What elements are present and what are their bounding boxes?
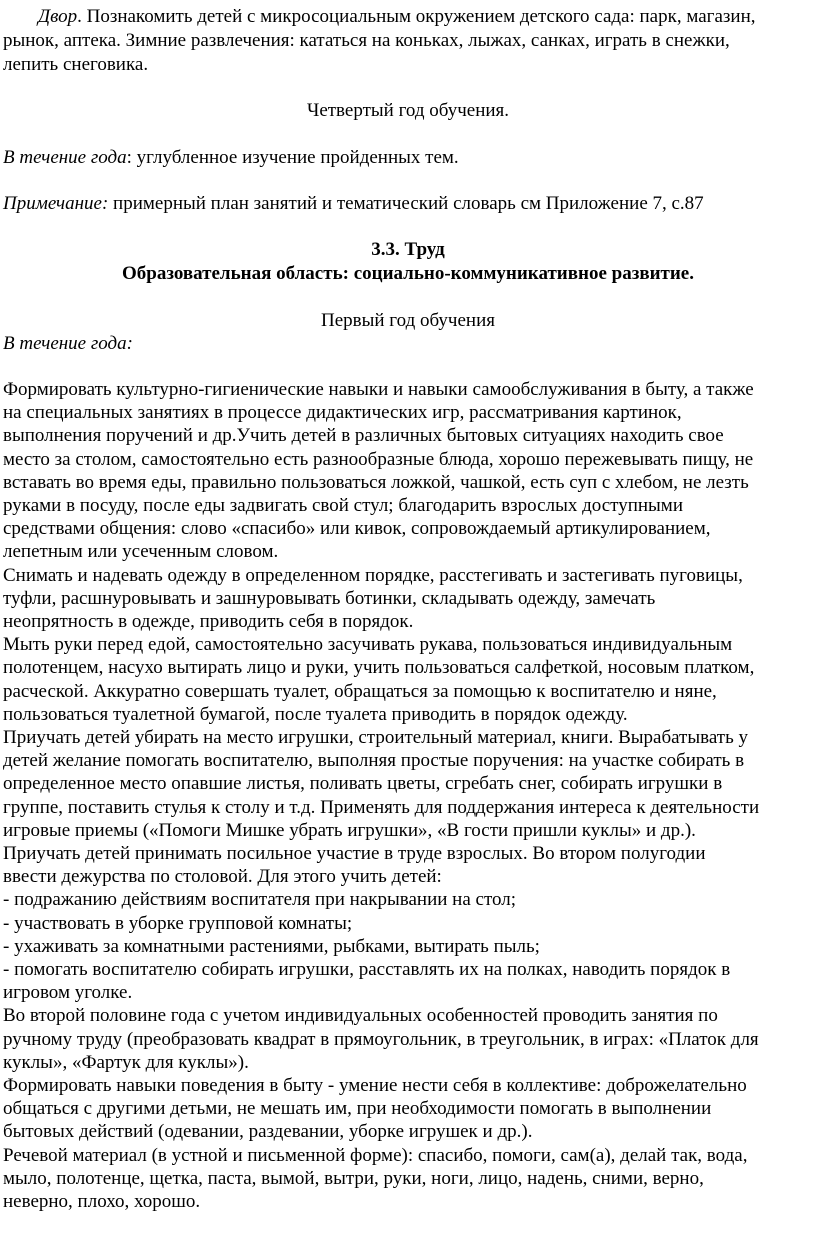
body-line: Речевой материал (в устной и письменной форме): спасибо, помоги, сам(а), делай так, вода,: [3, 1145, 748, 1166]
intro-text: . Познакомить детей с микросоциальным окружением детского сада: парк, магазин,: [77, 6, 756, 27]
body-line: - ухаживать за комнатными растениями, рыбками, вытирать пыль;: [3, 936, 540, 957]
body-line: руками в посуду, после еды задвигать свой стул; благодарить взрослых доступными: [3, 495, 684, 516]
body-line: расческой. Аккуратно совершать туалет, обращаться за помощью к воспитателю и няне,: [3, 681, 717, 702]
body-line: пользоваться туалетной бумагой, после туалета приводить в порядок одежду.: [3, 704, 628, 725]
year1-title: Первый год обучения: [320, 310, 495, 331]
body-line: средствами общения: слово «спасибо» или кивок, сопровождаемый артикулированием,: [3, 518, 711, 539]
body-line: игровом уголке.: [3, 982, 133, 1003]
body-line: Снимать и надевать одежду в определенном порядке, расстегивать и застегивать пуговицы,: [3, 565, 743, 586]
body-line: Формировать навыки поведения в быту - умение нести себя в коллективе: доброжелательно: [3, 1075, 747, 1096]
year1-label: В течение года:: [3, 333, 133, 354]
body-line: туфли, расшнуровывать и зашнуровывать ботинки, складывать одежду, замечать: [3, 588, 656, 609]
note-label: Примечание:: [3, 193, 109, 214]
year4-title: Четвертый год обучения.: [306, 100, 510, 121]
body-line: место за столом, самостоятельно есть разнообразные блюда, хорошо пережевывать пищу, не: [3, 449, 754, 470]
body-line: общаться с другими детьми, не мешать им, при необходимости помогать в выполнении: [3, 1098, 712, 1119]
during-year-text: : углубленное изучение пройденных тем.: [126, 147, 459, 168]
body-line: Во второй половине года с учетом индивидуальных особенностей проводить занятия по: [3, 1005, 718, 1026]
body-line: группе, поставить стулья к столу и т.д. Применять для поддержания интереса к деятельности: [3, 797, 760, 818]
intro-line-1: [38, 5, 816, 28]
body-line: Мыть руки перед едой, самостоятельно засучивать рукава, пользоваться индивидуальным: [3, 634, 733, 655]
body-line: Формировать культурно-гигиенические навыки и навыки самообслуживания в быту, а также: [3, 379, 754, 400]
body-line: неверно, плохо, хорошо.: [3, 1191, 201, 1212]
body-line: детей желание помогать воспитателю, выполняя простые поручения: на участке собирать в: [3, 750, 745, 771]
body-line: игровые приемы («Помоги Мишке убрать игрушки», «В гости пришли куклы» и др.).: [3, 820, 696, 841]
body-line: Приучать детей принимать посильное участие в труде взрослых. Во втором полугодии: [3, 843, 706, 864]
body-line: - помогать воспитателю собирать игрушки, расставлять их на полках, наводить порядок в: [3, 959, 731, 980]
body-line: Приучать детей убирать на место игрушки, строительный материал, книги. Вырабатывать у: [3, 727, 749, 748]
intro-label: Двор: [38, 6, 78, 27]
body-line: ручному труду (преобразовать квадрат в прямоугольник, в треугольник, в играх: «Платок для: [3, 1029, 759, 1050]
section-subtitle: Образовательная область: социально-коммуникативное развитие.: [122, 263, 694, 284]
body-line: на специальных занятиях в процессе дидактических игр, рассматривания картинок,: [3, 402, 682, 423]
note-text: примерный план занятий и тематический словарь см Приложение 7, с.87: [108, 193, 704, 214]
body-line: неопрятность в одежде, приводить себя в порядок.: [3, 611, 414, 632]
body-line: мыло, полотенце, щетка, паста, вымой, вытри, руки, ноги, лицо, надень, сними, верно,: [3, 1168, 704, 1189]
body-line: ввести дежурства по столовой. Для этого учить детей:: [3, 866, 442, 887]
body-line: лепетным или усеченным словом.: [3, 541, 279, 562]
body-line: - участвовать в уборке групповой комнаты;: [3, 913, 353, 934]
body-line: полотенцем, насухо вытирать лицо и руки, учить пользоваться салфеткой, носовым платком,: [3, 657, 755, 678]
intro-line-2: рынок, аптека. Зимние развлечения: кататься на коньках, лыжах, санках, играть в снежки,: [3, 30, 730, 51]
section-title: 3.3. Труд: [371, 239, 445, 260]
body-line: определенное место опавшие листья, поливать цветы, сгребать снег, собирать игрушки в: [3, 773, 723, 794]
during-year-label: В течение года: [3, 147, 127, 168]
body-line: выполнения поручений и др.Учить детей в различных бытовых ситуациях находить свое: [3, 425, 724, 446]
note-line: [3, 192, 815, 215]
body-line: бытовых действий (одевании, раздевании, уборке игрушек и др.).: [3, 1121, 533, 1142]
body-line: - подражанию действиям воспитателя при накрывании на стол;: [3, 889, 516, 910]
during-year-line: [3, 146, 815, 169]
body-line: вставать во время еды, правильно пользоваться ложкой, чашкой, есть суп с хлебом, не лезть: [3, 472, 749, 493]
body-line: куклы», «Фартук для куклы»).: [3, 1052, 249, 1073]
intro-line-3: лепить снеговика.: [3, 54, 149, 75]
